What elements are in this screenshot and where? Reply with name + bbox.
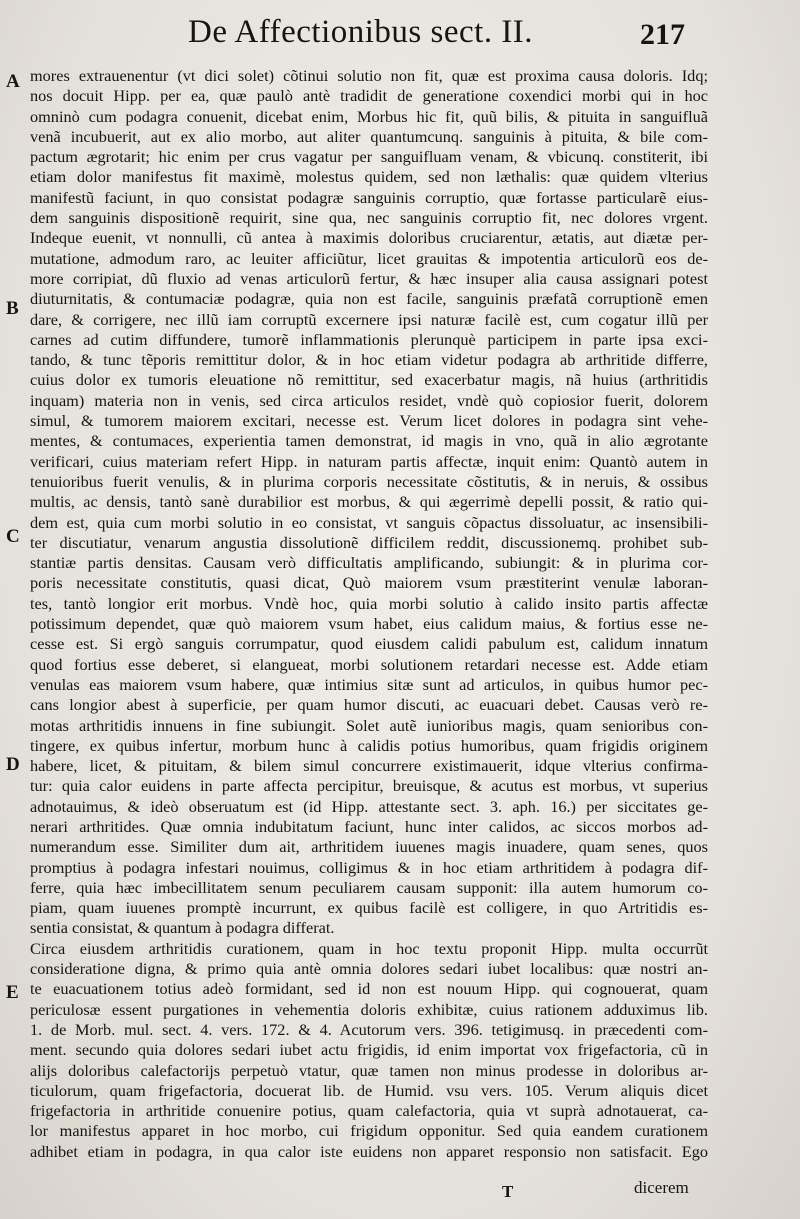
text-line: cesse est. Si ergò sanguis corrumpatur, quod eiusdem calidi pabulum est, calidum innatum <box>30 634 708 654</box>
text-line: frigefactoria in arthritide conuenire potius, quam calefactoria, quia vt suprà adnotauerat, ca- <box>30 1101 708 1121</box>
text-line: manifestũ faciunt, in quo consistat podagræ sanguinis corruptio, quæ fortasse particularẽ eius- <box>30 187 708 207</box>
text-line: etiam dolor manifestus fit maximè, molestus quidem, sed non læthalis: quæ quidem vlterius <box>30 167 708 187</box>
text-line: tenuioribus fuerit venulis, & in plurima corporis necessitate cõstitutis, & in neruis, & ossibus <box>30 471 708 491</box>
text-line: dem sanguinis dispositionẽ requirit, sine qua, nec sanguinis corruptio fit, nec dolores vrgent. <box>30 208 708 228</box>
margin-marker-d: D <box>6 754 20 775</box>
page-footer <box>0 1178 800 1208</box>
margin-marker-b: B <box>6 298 19 319</box>
text-line: periculosæ essent purgationes in vehementia doloris exhibitæ, cuius rationem adduximus lib. <box>30 999 708 1019</box>
text-line: ment. secundo quia dolores sedari iubet actu frigidis, id enim importat vox frigefactoria, cũ in <box>30 1040 708 1060</box>
margin-marker-e: E <box>6 982 19 1003</box>
text-line: inquam) materia non in venis, sed circa articulos residet, vndè quò copiosior fuerit, dolorem <box>30 390 708 410</box>
text-line: tes, tantò longior erit morbus. Vndè hoc, quia morbi solutio à calido insito partis affectæ <box>30 593 708 613</box>
text-line: cans longior abest à superficie, per quam humor discuti, ac euacuari debet. Causas verò re- <box>30 695 708 715</box>
text-line: tur: quia calor euidens in parte affecta percipitur, breuisque, & acutus est morbus, vt superius <box>30 776 708 796</box>
text-line: potissimum dependet, quæ quò maiorem vsum habet, eius calidum maius, & fortius esse ne- <box>30 614 708 634</box>
text-line: quod fortius esse deberet, si elangueat, morbi solutionem retardari necesse est. Adde etiam <box>30 654 708 674</box>
text-line: promptius à podagra infestari nouimus, colligimus & in hoc etiam arthritidem à podagra dif- <box>30 857 708 877</box>
text-line: simul, & tumorem maiorem excitari, necesse est. Verum licet dolores in podagra sint vehe- <box>30 411 708 431</box>
text-line: tingere, ex quibus infertur, morbum hunc à calidis potius humoribus, quam frigidis originem <box>30 735 708 755</box>
text-line: tando, & tunc tẽporis remittitur dolor, & in hoc etiam videtur podagra ab arthritide differre, <box>30 350 708 370</box>
text-line: ter discutiatur, venarum angustia dissolutionẽ difficilem reddit, discussionemq. prohibet sub- <box>30 532 708 552</box>
text-line: nerari arthritides. Quæ omnia indubitatum faciunt, hunc inter calidos, ac siccos morbos ad- <box>30 816 708 836</box>
text-line: poris necessitate constitutis, quasi dicat, Quò maiorem vsum præstiterint venulæ laboran- <box>30 573 708 593</box>
text-line: te euacuationem totius adeò formidant, sed id non est nouum Hipp. qui cognouerat, quam <box>30 979 708 999</box>
text-line: more corripiat, dũ fluxio ad venas articulorũ fertur, & hæc insuper alia causa assignari potest <box>30 268 708 288</box>
text-line: ticulorum, quam frigefactoria, docuerat lib. de Humid. vsu vers. 105. Verum aliquis dicet <box>30 1080 708 1100</box>
text-line: mores extrauenentur (vt dici solet) cõtinui solutio non fit, quæ est proxima causa doloris. Idq; <box>30 66 708 85</box>
text-line: mutatione, admodum raro, ac leuiter afficiũtur, licet grauitas & impotentia articulorũ eos de- <box>30 248 708 268</box>
page-header <box>0 12 800 60</box>
text-line: Indeque euenit, vt nonnulli, cũ antea à maximis doloribus cruciarentur, ætatis, aut diætæ per- <box>30 228 708 248</box>
text-line: mentes, & contumaces, experientia tamen demonstrat, id magis in vno, quã in alio ægrotante <box>30 431 708 451</box>
text-line: lor manifestus apparet in hoc morbo, cui frigidum opponitur. Sed quia eandem curationem <box>30 1121 708 1141</box>
text-line: ferre, quia hæc imbecillitatem senum peculiarem causam supponit: illa autem humorum co- <box>30 877 708 897</box>
text-line: multis, ac densis, tantò sanè durabilior est morbus, & qui ægerrimè depelli possit, & ratio qui- <box>30 492 708 512</box>
margin-marker-c: C <box>6 526 20 547</box>
text-line: adhibet etiam in podagra, in qua calor iste euidens non apparet responsio non satisfacit. Ego <box>30 1141 708 1161</box>
page-number: 217 <box>640 18 685 51</box>
text-line: venulas eas maiorem vsum habere, quæ intimius sitæ sunt ad articulos, in quibus humor pec- <box>30 674 708 694</box>
text-line: Circa eiusdem arthritidis curationem, quam in hoc textu proponit Hipp. multa occurrũt <box>30 938 708 958</box>
text-line: motas arthritidis innuens in fine subiungit. Solet autẽ iunioribus magis, quam senioribus con- <box>30 715 708 735</box>
text-line: alijs doloribus calefactorijs perpetuò vtatur, quæ tamen non minus prodesse in doloribus ar- <box>30 1060 708 1080</box>
text-line: stantiæ partis densitas. Causam verò difficultatis amplificando, subiungit: & in plurima cor- <box>30 553 708 573</box>
text-line: dare, & corrigere, nec illũ iam corruptũ excernere ipsi naturæ facilè est, cum cogatur illũ per <box>30 309 708 329</box>
margin-marker-a: A <box>6 71 20 92</box>
signature-mark: T <box>502 1182 514 1201</box>
text-line: pactum ægrotarit; hic enim per crus vagatur per sanguifluam venam, & vbicunq. constiterit, ibi <box>30 147 708 167</box>
text-line: piam, quam iuuenes promptè incurrunt, ex quibus facilè est colligere, in quo Artritidis es- <box>30 898 708 918</box>
text-line: numerandum esse. Similiter dum ait, arthritidem iuuenes magis inuadere, quam senes, quos <box>30 837 708 857</box>
text-line: adnotauimus, & ideò obseruatum est (id Hipp. attestante sect. 3. aph. 16.) per siccitates ge- <box>30 796 708 816</box>
text-line: carnes ad cutim diffundere, tumorẽ inflammationis plerunquè participem in parte ipsa exci- <box>30 329 708 349</box>
body-text <box>30 66 708 1162</box>
text-line: cuius dolor ex tumoris eleuatione nõ remittitur, sed exacerbatur magis, nã huius (arthritidis <box>30 370 708 390</box>
text-line: omninò cum podagra conuenit, dicebat enim, Morbus hic fit, quũ bilis, & pituita in sanguifluã <box>30 106 708 126</box>
text-line: dem est, quia cum morbi solutio in eo consistat, vt sanguis cõpactus dissoluatur, ac insensibili- <box>30 512 708 532</box>
text-line: consideratione digna, & primo quia antè omnia dolores sedari iubet localibus: quæ nostri an- <box>30 959 708 979</box>
text-line: diuturnitatis, & contumaciæ podagræ, quia non est facile, sanguinis præfatã corruptionẽ emen <box>30 289 708 309</box>
text-line: verificari, cuius materiam refert Hipp. in naturam partis affectæ, inquit enim: Quantò autem in <box>30 451 708 471</box>
catchword: dicerem <box>634 1178 689 1197</box>
text-line: venã incubuerit, aut ex alio morbo, aut aliter quantumcunq. sanguinis à pituita, & bile com- <box>30 126 708 146</box>
text-line: habere, licet, & pituitam, & bilem simul concurrere existimauerit, idque vlterius confirma- <box>30 756 708 776</box>
text-line: 1. de Morb. mul. sect. 4. vers. 172. & 4. Acutorum vers. 396. tetigimusq. in præcedenti com- <box>30 1019 708 1039</box>
text-line: nos docuit Hipp. per ea, quæ paulò antè tradidit de generatione coxendici morbi qui in hoc <box>30 86 708 106</box>
text-line: sentia consistat, & quantum à podagra differat. <box>30 918 335 938</box>
running-title: De Affectionibus sect. II. <box>188 14 534 50</box>
